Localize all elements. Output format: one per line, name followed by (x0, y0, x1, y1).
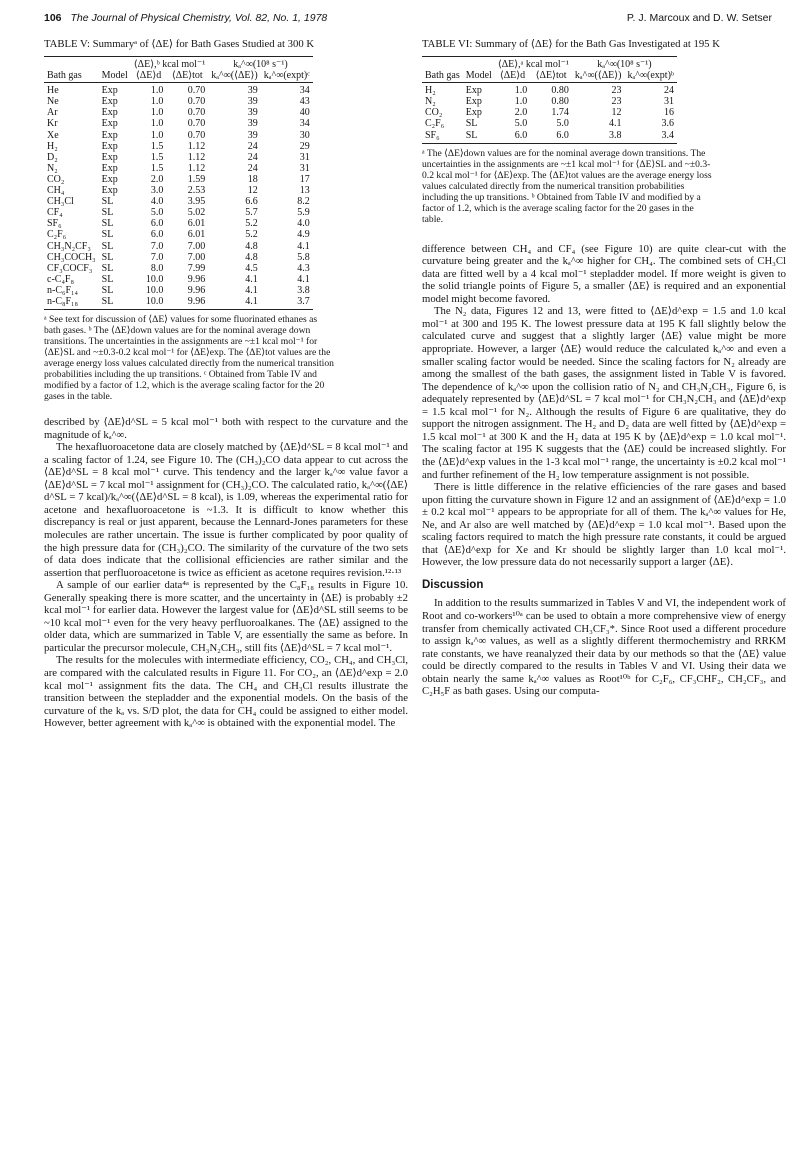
table-cell: Exp (101, 129, 118, 141)
table5-col-model: Model (99, 70, 131, 83)
table6 (422, 56, 677, 144)
author-names: P. J. Marcoux and D. W. Setser (626, 12, 772, 24)
table-cell: 1.5 (150, 162, 164, 174)
table-row (44, 218, 313, 229)
table-cell: 4.1 (297, 240, 310, 252)
table-cell: CH₃Cl (47, 196, 74, 208)
table-row (422, 130, 677, 144)
table-row (422, 118, 677, 129)
right-column (422, 38, 786, 698)
table-cell: 3.8 (297, 284, 310, 296)
table-row (44, 296, 313, 310)
table-cell: H₂ (47, 140, 58, 152)
table-cell: Exp (101, 140, 118, 152)
table-cell: 1.5 (150, 140, 164, 152)
table-cell: D₂ (47, 151, 58, 163)
table-cell: 23 (611, 85, 622, 97)
table-row (44, 285, 313, 296)
table-cell: 7.99 (187, 262, 206, 274)
table-cell: Exp (101, 185, 118, 197)
table-cell: Exp (465, 85, 482, 97)
table-cell: SF₆ (422, 130, 463, 144)
table-cell: H₂ (425, 85, 436, 97)
table-cell: SL (463, 130, 495, 144)
table-cell: Exp (465, 96, 482, 108)
table-cell: 0.70 (187, 118, 206, 130)
table-cell: CF₃COCF₃ (47, 262, 93, 274)
table-cell: N₂ (425, 96, 436, 108)
table-cell: SL (101, 251, 114, 263)
table-cell: 1.74 (551, 107, 569, 119)
running-header (44, 12, 772, 32)
table-cell: 0.70 (187, 129, 206, 141)
table-row (44, 96, 313, 107)
table-row (44, 252, 313, 263)
table-row (44, 196, 313, 207)
table-cell: SF₆ (47, 218, 62, 230)
table5-caption: TABLE V: Summaryᵃ of ⟨ΔE⟩ for Bath Gases Studied at 300 K (44, 38, 315, 50)
table6-footnote: ᵃ The ⟨ΔE⟩down values are for the nominal average down transitions. The uncertainties in the assignments are ~±1 kcal mol⁻¹ for ⟨ΔE⟩SL and ~±0.3-0.2 kcal mol⁻¹ for ⟨ΔE⟩exp. The ⟨ΔE⟩tot values are the average energy loss values calculated directly from the numerical transition probabilities including the up transitions. ᵇ Obtained from Table IV and modified by a factor of 1.2, which is the average scaling factor for the 20 gases in the table. (422, 147, 712, 225)
table-cell: 30 (299, 129, 310, 141)
table-cell: 4.1 (245, 284, 258, 296)
table-cell: 8.2 (297, 196, 310, 208)
table-cell: 1.5 (150, 151, 164, 163)
table-row (44, 207, 313, 218)
table5-header-ka: kₐ^∞(10⁸ s⁻¹) (208, 57, 313, 71)
table-cell: 2.53 (187, 185, 206, 197)
left-body-text (44, 416, 408, 730)
table-cell: 5.9 (297, 207, 310, 219)
table-cell: 6.0 (150, 218, 164, 230)
table-cell: Exp (101, 162, 118, 174)
table-row (44, 274, 313, 285)
table5-col-bath-gas: Bath gas (44, 70, 99, 83)
table-cell: 39 (247, 107, 258, 119)
table-cell: 6.0 (530, 130, 572, 144)
table-cell: 4.0 (150, 196, 164, 208)
table-cell: 1.0 (150, 85, 164, 97)
table-cell: 4.5 (245, 262, 258, 274)
table-cell: 12 (611, 107, 622, 119)
table-cell: Exp (465, 107, 482, 119)
table-row (44, 263, 313, 274)
table-row (44, 229, 313, 240)
table-row (44, 141, 313, 152)
table-cell: 6.01 (187, 218, 206, 230)
table-cell: 1.12 (187, 151, 206, 163)
table-cell: 4.0 (297, 218, 310, 230)
table-cell: 0.80 (551, 85, 569, 97)
table-cell: 3.6 (661, 118, 674, 130)
table-cell: Exp (101, 173, 118, 185)
table-cell: SL (101, 240, 114, 252)
table-cell: 4.1 (297, 273, 310, 285)
table-cell: 3.0 (150, 185, 164, 197)
table5-col-ed: ⟨ΔE⟩d (131, 70, 167, 83)
table-cell: 1.0 (150, 118, 164, 130)
table-cell: CF₄ (47, 207, 63, 219)
table-cell: 34 (299, 118, 310, 130)
body-paragraph: A sample of our earlier data⁴ᵃ is represented by the C₈F₁₈ results in Figure 10. Generally speaking there is more scatter, and the uncertainty in ⟨ΔE⟩ is probably ±2 kcal mol⁻¹ for earlier data. However the largest value for ⟨ΔE⟩d^SL still seems to be ~10 kcal mol⁻¹ even for the very heavy perfluoroalkanes. The ⟨ΔE⟩ assigned to the older data, which are summarized in Table V, are essentially the same as before. In particular the precursor molecule, CH₃N₂CH₃, still fits ⟨ΔE⟩d^SL = 7 kcal mol⁻¹. (44, 579, 408, 654)
table-cell: 1.12 (187, 162, 206, 174)
table-cell: Exp (101, 107, 118, 119)
discussion-heading: Discussion (422, 578, 484, 591)
table-cell: 1.0 (514, 85, 528, 97)
table-row (44, 163, 313, 174)
table-cell: 4.3 (297, 262, 310, 274)
table-cell: SL (101, 207, 114, 219)
body-paragraph: The N₂ data, Figures 12 and 13, were fitted to ⟨ΔE⟩d^exp = 1.5 and 1.0 kcal mol⁻¹ at 300 and 195 K. The lowest pressure data at 195 K fall slightly below the calculated curve and suggest that a slightly larger ⟨ΔE⟩ value might be more appropriate. However, a larger ⟨ΔE⟩ would reduce the calculated kₐ^∞ and even a smaller scaling factor would be needed. Since the scaling factors for N₂ already are among the smallest of the bath gases, the assignment listed in Table V is favored. The dependence of kₐ^∞ upon the collision ratio of N₂ and CH₃N₂CH₃, Figure 6, is adequately represented by ⟨ΔE⟩d^SL = 7 kcal mol⁻¹ for CH₃N₂CH₃ and ⟨ΔE⟩d^exp = 1.5 kcal mol⁻¹ for N₂. Although the results of Figure 6 are qualitative, they do support the nitrogen assignment. The H₂ and D₂ data are well fitted by ⟨ΔE⟩d^exp = 1.5 kcal mol⁻¹ at 300 K and the H₂ data at 195 K by ⟨ΔE⟩d^exp = 1.0 kcal mol⁻¹. The scaling factor at 195 K suggests that the ⟨ΔE⟩ could be increased slightly. For the ⟨ΔE⟩d^exp values in the 1-3 kcal mol⁻¹ range, the uncertainty is ±0.2 kcal mol⁻¹ and further refinement of the H₂ low temperature assignment is not possible. (422, 305, 786, 481)
table-cell: 9.96 (187, 284, 206, 296)
table-cell: N₂ (47, 162, 58, 174)
table-cell: 8.0 (150, 262, 164, 274)
table-cell: 4.8 (245, 251, 258, 263)
table-cell: 6.0 (495, 130, 530, 144)
table-cell: 10.0 (145, 284, 164, 296)
table-cell: 10.0 (145, 273, 164, 285)
body-paragraph: described by ⟨ΔE⟩d^SL = 5 kcal mol⁻¹ both with respect to the curvature and the magnitude of kₐ^∞. (44, 416, 408, 441)
table-row (44, 118, 313, 129)
table-cell: 1.0 (514, 96, 528, 108)
table6-col-bath-gas: Bath gas (422, 70, 463, 83)
table6-col-ka-expt: kₐ^∞(expt)ᵇ (624, 70, 677, 83)
table-cell: 9.96 (187, 273, 206, 285)
left-column (44, 38, 408, 730)
table-cell: 4.8 (245, 240, 258, 252)
table-cell: Exp (101, 118, 118, 130)
table-cell: 1.0 (150, 96, 164, 108)
table-cell: 7.0 (150, 251, 164, 263)
table-cell: 1.0 (150, 107, 164, 119)
table6-header-ka: kₐ^∞(10⁸ s⁻¹) (572, 57, 677, 71)
table-cell: 0.80 (551, 96, 569, 108)
table-cell: SL (101, 196, 114, 208)
table-cell: CH₃N₂CF₃ (47, 240, 91, 252)
table-cell: 6.6 (245, 196, 258, 208)
table-cell: C₂F₆ (47, 229, 67, 241)
table-cell: C₂F₆ (425, 118, 445, 130)
table-cell: c-C₄F₈ (47, 273, 74, 285)
table-cell: CH₄ (47, 185, 65, 197)
table-cell: 7.0 (150, 240, 164, 252)
table-cell: Ar (47, 107, 58, 119)
table-cell: 7.00 (187, 240, 206, 252)
table-row (422, 107, 677, 118)
table-cell: 0.70 (187, 85, 206, 97)
table-cell: CO₂ (425, 107, 443, 119)
table-cell: Kr (47, 118, 58, 130)
table-cell: 34 (299, 85, 310, 97)
body-paragraph: There is little difference in the relative efficiencies of the rare gases and based upon fitting the curvature shown in Figure 12 and an assignment of ⟨ΔE⟩d^exp = 1.0 ± 0.2 kcal mol⁻¹ appears to be appropriate for all of them. The kₐ^∞ values for He, Ne, and Ar also are well matched by ⟨ΔE⟩d^exp = 1.0 kcal mol⁻¹. Based upon the scaling factors required to match the high pressure rate constants, it could be argued that ⟨ΔE⟩d^exp for Xe and Kr should be slightly larger than 1.0 kcal mol⁻¹. However, the low pressure data do not necessarily support a larger ⟨ΔE⟩. (422, 481, 786, 569)
table-cell: 39 (247, 118, 258, 130)
table-cell: 29 (299, 140, 310, 152)
table-cell: SL (99, 296, 131, 310)
table-cell: 40 (299, 107, 310, 119)
body-paragraph: difference between CH₄ and CF₄ (see Figure 10) are quite clear-cut with the curvature being greater and the kₐ^∞ higher for CH₄. The combined sets of CH₃Cl data are fitted well by a 4 kcal mol⁻¹ stepladder model. If more weight is given to the solid triangle points of Figure 5, a smaller ⟨ΔE⟩ is required and an exponential model might become favored. (422, 242, 786, 305)
table-cell: 31 (299, 151, 310, 163)
table-cell: 4.1 (608, 118, 622, 130)
table-cell: 5.2 (245, 229, 258, 241)
table-cell: CO₂ (47, 173, 65, 185)
table-cell: 1.12 (187, 140, 206, 152)
table6-caption: TABLE VI: Summary of ⟨ΔE⟩ for the Bath Gas Investigated at 195 K (422, 38, 720, 50)
table-cell: 0.70 (187, 107, 206, 119)
table5-col-etot: ⟨ΔE⟩tot (166, 70, 208, 83)
table-cell: 39 (247, 96, 258, 108)
table-cell: 4.1 (245, 273, 258, 285)
table-row (44, 83, 313, 97)
table-cell: 31 (664, 96, 674, 108)
table-row (422, 96, 677, 107)
table-cell: 43 (299, 96, 310, 108)
table-row (44, 130, 313, 141)
table-cell: 31 (299, 162, 310, 174)
table-cell: SL (101, 273, 114, 285)
table5-col-ka-calc: kₐ^∞(⟨ΔE⟩) (208, 70, 261, 83)
table-cell: Exp (101, 151, 118, 163)
table-cell: 17 (299, 173, 310, 185)
table6-col-ed: ⟨ΔE⟩d (495, 70, 530, 83)
page-number: 106 (44, 12, 62, 24)
discussion-paragraph: In addition to the results summarized in Tables V and VI, the independent work of Root and co-workers¹⁰ᵃ can be used to obtain a more comprehensive view of energy transfer from chemically activated CH₃CF₃*. Since Root used a different procedure to assign kₐ^∞ values, as well as a slightly different thermochemistry and RRKM rate constants, we have reanalyzed their data by our methods so that the ⟨ΔE⟩ value could be directly compared to the results in Tables V and VI. Using their data we obtain nearly the same kₐ^∞ values as Root¹⁰ᵇ for C₂F₆, CF₃CHF₂, CH₂CF₃, and C₂H₅F as bath gases. Using our computa- (422, 597, 786, 698)
table-cell: 5.0 (150, 207, 164, 219)
table-cell: 39 (247, 85, 258, 97)
table-cell: 1.59 (187, 173, 206, 185)
table-cell: 24 (247, 162, 258, 174)
table-cell: 24 (664, 85, 674, 97)
table-row (44, 174, 313, 185)
table-cell: 2.0 (150, 173, 164, 185)
table6-col-model: Model (463, 70, 495, 83)
table-cell: He (47, 85, 59, 97)
table-cell: 13 (299, 185, 310, 197)
table-cell: 23 (611, 96, 622, 108)
table-cell: 5.8 (297, 251, 310, 263)
table6-col-etot: ⟨ΔE⟩tot (530, 70, 572, 83)
table-cell: 10.0 (131, 296, 167, 310)
table-cell: Exp (101, 96, 118, 108)
table-cell: 5.0 (556, 118, 569, 130)
table-cell: 4.1 (208, 296, 261, 310)
table-cell: n-C₆F₁₄ (47, 284, 79, 296)
table-cell: 2.0 (514, 107, 528, 119)
table-cell: 5.02 (187, 207, 206, 219)
table5 (44, 56, 313, 310)
table6-header-delta-e: ⟨ΔE⟩,ᵃ kcal mol⁻¹ (495, 57, 572, 71)
table5-col-ka-expt: kₐ^∞(expt)ᶜ (261, 70, 313, 83)
table-cell: n-C₈F₁₈ (44, 296, 99, 310)
table-cell: Ne (47, 96, 59, 108)
table-cell: 5.7 (245, 207, 258, 219)
table-cell: 0.70 (187, 96, 206, 108)
table-cell: Xe (47, 129, 59, 141)
table-row (44, 152, 313, 163)
table5-body (44, 83, 313, 310)
table-cell: 12 (247, 185, 258, 197)
table-cell: SL (101, 218, 114, 230)
table-row (44, 241, 313, 252)
table-cell: 16 (664, 107, 674, 119)
table-cell: 7.00 (187, 251, 206, 263)
table-cell: 39 (247, 129, 258, 141)
table-cell: 6.01 (187, 229, 206, 241)
table6-col-ka-calc: kₐ^∞(⟨ΔE⟩) (572, 70, 625, 83)
table-cell: 1.0 (150, 129, 164, 141)
table-cell: 3.7 (261, 296, 313, 310)
table-cell: CH₃COCH₃ (47, 251, 96, 263)
body-paragraph: The results for the molecules with intermediate efficiency, CO₂, CH₄, and CH₃Cl, are compared with the calculated results in Figure 11. For CO₂, an ⟨ΔE⟩d^exp = 2.0 kcal mol⁻¹ assignment fits the data. The CH₄ and CH₃Cl results illustrate the transition between the stepladder and the exponential models. On the basis of the curvature of the kₐ vs. S/D plot, the data for CH₄ could be assigned to either model. However, better agreement with kₐ^∞ is obtained with the exponential model. The (44, 654, 408, 730)
table-cell: SL (101, 284, 114, 296)
journal-citation: The Journal of Physical Chemistry, Vol. 82, No. 1, 1978 (70, 12, 328, 24)
table-cell: SL (101, 262, 114, 274)
table-cell: 9.96 (166, 296, 208, 310)
table-cell: 24 (247, 140, 258, 152)
body-paragraph: The hexafluoroacetone data are closely matched by ⟨ΔE⟩d^SL = 8 kcal mol⁻¹ and a scaling factor of 1.24, see Figure 10. The (CH₃)₂CO data appear to cut across the ⟨ΔE⟩d^SL = 8 kcal mol⁻¹ curve. This tendency and the larger kₐ^∞ value favor a ⟨ΔE⟩d^SL = 7 kcal mol⁻¹ assignment for (CH₃)₂CO. The calculated ratio, kₐ^∞(⟨ΔE⟩d^SL = 7 kcal)/kₐ^∞(⟨ΔE⟩d^SL = 8 kcal), is 1.09, whereas the experimental ratio for acetone and hexafluoroacetone is ~1.3. It is difficult to know whether this discrepancy is real or just apparent, because the Lennard-Jones parameters for these molecules are rather uncertain. The issue is further complicated by poor quality of the high pressure data for (CH₃)₂CO. The similarity of the curvature of the two sets of data does indicate that the collisional efficiencies are rather similar and the assertion that perfluoroacetone is twice as efficient as acetone requires revision.¹²·¹³ (44, 441, 408, 579)
table-cell: 3.8 (572, 130, 625, 144)
table-cell: 4.9 (297, 229, 310, 241)
table-row (422, 83, 677, 97)
table-cell: Exp (101, 85, 118, 97)
table-cell: 5.2 (245, 218, 258, 230)
table5-header-delta-e: ⟨ΔE⟩,ᵇ kcal mol⁻¹ (131, 57, 208, 71)
table-cell: 3.4 (624, 130, 677, 144)
table-cell: 24 (247, 151, 258, 163)
table-cell: 3.95 (187, 196, 206, 208)
right-body-text (422, 243, 786, 569)
table-cell: 6.0 (150, 229, 164, 241)
table5-footnote: ᵃ See text for discussion of ⟨ΔE⟩ values for some fluorinated ethanes as bath gases. ᵇ The ⟨ΔE⟩down values are for the nominal average down transitions. The uncertainties in the assignments are ~±1 kcal mol⁻¹ for ⟨ΔE⟩SL and ~±0.3-0.2 kcal mol⁻¹ for ⟨ΔE⟩exp. The ⟨ΔE⟩tot values are the average energy loss values calculated directly from the numerical transition probabilities including the up transitions. ᶜ Obtained from Table IV and modified by a factor of 1.2, which is the average scaling factor for the 20 gases in the table. (44, 314, 334, 403)
table-row (44, 185, 313, 196)
table-cell: 18 (247, 173, 258, 185)
table6-body (422, 83, 677, 143)
table-row (44, 107, 313, 118)
table-cell: SL (465, 118, 478, 130)
table-cell: SL (101, 229, 114, 241)
table-cell: 5.0 (514, 118, 528, 130)
